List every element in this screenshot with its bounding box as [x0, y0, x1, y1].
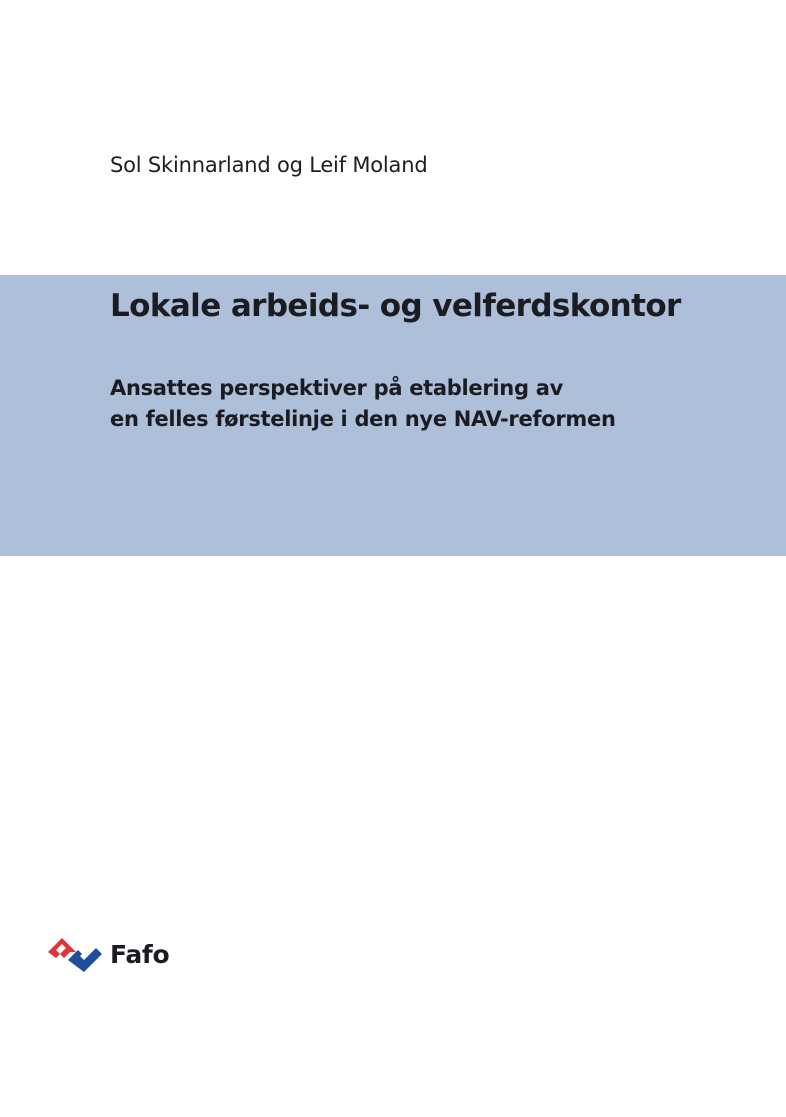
publisher-name: Fafo	[110, 939, 170, 969]
subtitle-line-1: Ansattes perspektiver på etablering av	[110, 376, 563, 400]
document-subtitle	[110, 373, 616, 435]
authors: Sol Skinnarland og Leif Moland	[110, 153, 428, 177]
subtitle-line-2: en felles førstelinje i den nye NAV-reformen	[110, 407, 616, 431]
publisher-logo	[46, 934, 169, 974]
fafo-logo-icon	[46, 934, 104, 974]
document-title: Lokale arbeids- og velferdskontor	[110, 288, 681, 324]
